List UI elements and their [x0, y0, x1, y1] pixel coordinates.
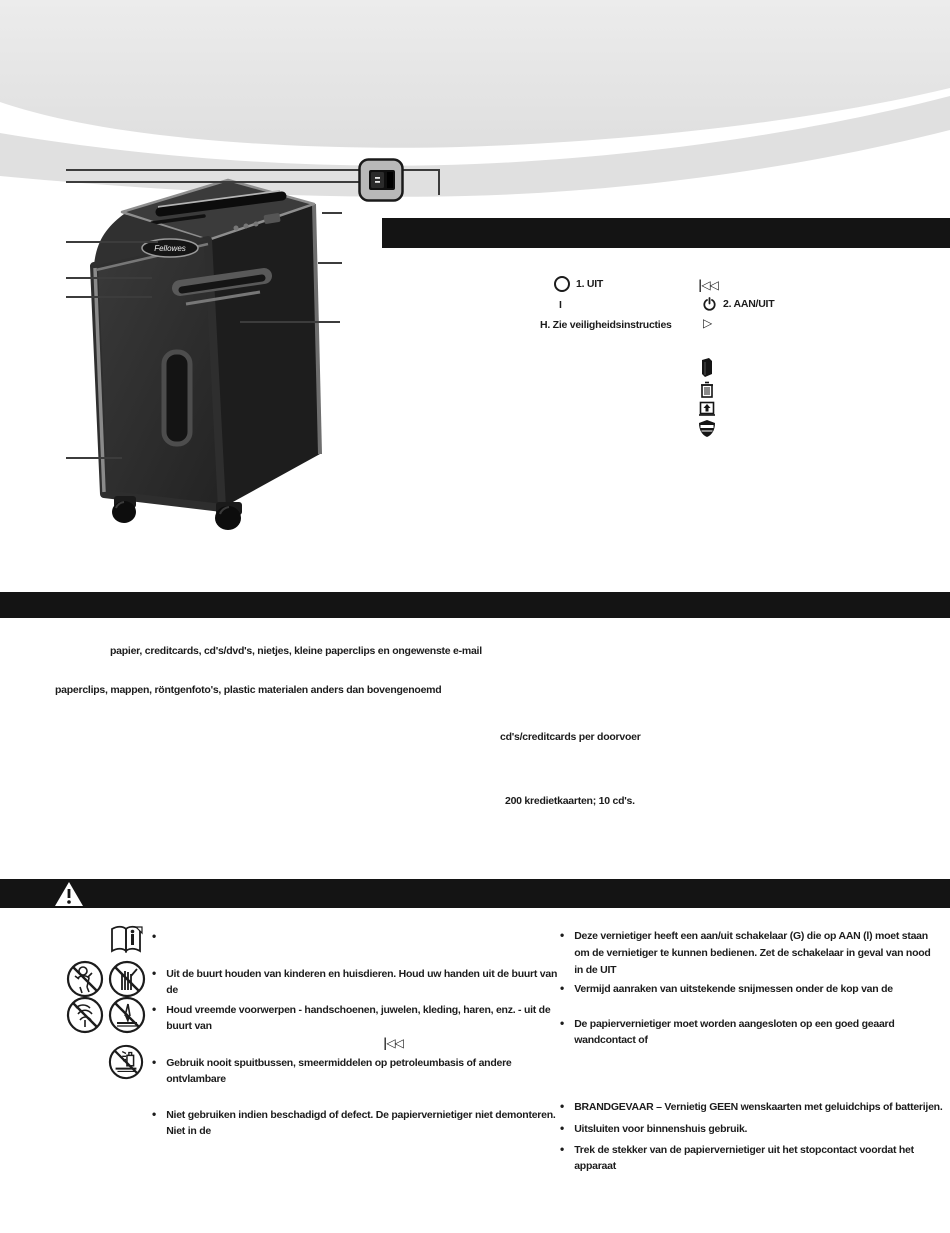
legend-safety-ref: H. Zie veiligheidsinstructies — [540, 319, 672, 331]
legend-off-label: 1. UIT — [576, 278, 604, 290]
warning-section-bar — [0, 879, 950, 908]
legend-on-bar: I — [559, 299, 562, 311]
shred-info-section-bar — [0, 592, 950, 618]
reverse-icon: |◁◁ — [698, 278, 718, 292]
caster-wheel — [112, 501, 136, 523]
legend-off-row — [554, 276, 603, 292]
safety-bullet: • Niet gebruiken indien beschadigd of defect. De papiervernietiger niet demonteren. Niet in de — [152, 1107, 556, 1137]
no-children-icon — [66, 960, 104, 998]
warning-triangle-icon — [54, 881, 84, 907]
callout-line — [66, 296, 152, 298]
safety-bullet: • Trek de stekker van de papiervernietiger uit het stopcontact voordat het apparaat — [560, 1142, 914, 1172]
bullet-icon: • — [560, 1121, 565, 1135]
callout-line — [322, 212, 342, 214]
shredder-illustration — [58, 152, 348, 532]
reverse-icon: |◁◁ — [383, 1036, 403, 1050]
safesense-shield-icon — [698, 419, 716, 438]
bullet-icon: • — [560, 1016, 565, 1030]
no-loose-hair-icon — [66, 996, 104, 1034]
bin-window — [164, 352, 190, 444]
waste-bin-icon — [700, 381, 714, 398]
legend-onoff-row — [702, 296, 774, 312]
safety-bullet: • Gebruik nooit spuitbussen, smeermiddelen op petroleumbasis of andere ontvlambare — [152, 1055, 512, 1085]
safety-bullet: • De papiervernietiger moet worden aangesloten op een goed geaard wandcontact of — [560, 1016, 895, 1046]
legend-onoff-label: 2. AAN/UIT — [723, 298, 775, 310]
callout-line — [66, 457, 122, 459]
no-ties-jewelry-icon — [108, 996, 146, 1034]
bullet-icon: • — [152, 1107, 157, 1121]
safety-bullet — [152, 929, 562, 944]
controls-section-bar — [382, 218, 950, 248]
safety-bullet: • Houd vreemde voorwerpen - handschoenen, juwelen, kleding, haren, enz. - uit de buurt van — [152, 1002, 551, 1032]
caster-wheel — [215, 506, 241, 530]
forward-icon: ▷ — [703, 316, 712, 330]
bullet-icon: • — [152, 1002, 157, 1016]
no-hands-icon — [108, 960, 146, 998]
safety-bullet: • Vermijd aanraken van uitstekende snijmessen onder de kop van de — [560, 981, 893, 995]
callout-line — [438, 169, 440, 195]
will-not-shred-text: paperclips, mappen, röntgenfoto's, plastic materialen anders dan bovengenoemd — [55, 684, 442, 696]
callout-line — [240, 321, 340, 323]
callout-line — [66, 277, 152, 279]
bullet-icon: • — [152, 1055, 157, 1069]
bullet-icon: • — [560, 928, 565, 942]
bullet-icon: • — [152, 929, 157, 943]
callout-line — [66, 241, 158, 243]
bullet-icon: • — [560, 981, 565, 995]
no-aerosol-icon — [108, 1044, 144, 1080]
bag-lift-icon — [699, 401, 715, 416]
bullet-icon: • — [560, 1142, 565, 1156]
power-symbol-icon — [702, 297, 717, 312]
brand-label: Fellowes — [154, 244, 186, 253]
safety-bullet: • Uitsluiten voor binnenshuis gebruik. — [560, 1121, 748, 1135]
safety-bullet: • Uit de buurt houden van kinderen en huisdieren. Houd uw handen uit de buurt van de — [152, 966, 558, 996]
bullet-icon: • — [560, 1099, 565, 1113]
will-shred-text: papier, creditcards, cd's/dvd's, nietjes, kleine paperclips en ongewenste e-mail — [110, 645, 482, 657]
manual-book-icon — [110, 925, 144, 955]
callout-line — [66, 181, 396, 183]
credit-cards-icon — [699, 358, 714, 377]
throughput-text: cd's/creditcards per doorvoer — [500, 731, 641, 743]
capacity-text: 200 kredietkaarten; 10 cd's. — [505, 795, 635, 807]
safety-bullet: • BRANDGEVAAR – Vernietig GEEN wenskaarten met geluidchips of batterijen. — [560, 1099, 943, 1113]
safety-bullet: • Deze vernietiger heeft een aan/uit schakelaar (G) die op AAN (l) moet staan om de vernietiger te kunnen bedienen. Zet de schakelaar in geval van nood in de UIT — [560, 928, 942, 979]
callout-line — [318, 262, 342, 264]
callout-line — [256, 169, 340, 171]
off-circle-icon — [554, 276, 570, 292]
bullet-icon: • — [152, 966, 157, 980]
power-switch-icon — [358, 158, 404, 202]
